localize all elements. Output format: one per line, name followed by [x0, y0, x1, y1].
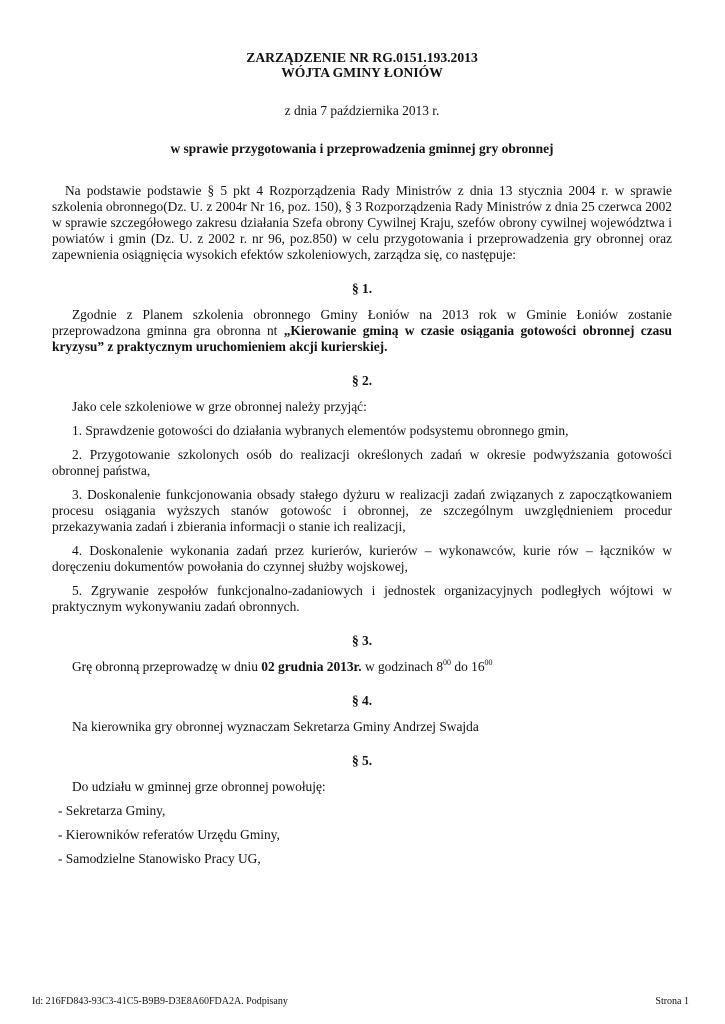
- document-page: [52, 50, 672, 867]
- title-line-2: WÓJTA GMINY ŁONIÓW: [281, 65, 443, 80]
- section-3-text-mid: w godzinach 8: [361, 659, 444, 674]
- section-4-heading: § 4.: [351, 693, 373, 708]
- section-4-text: Na kierownika gry obronnej wyznaczam Sekretarza Gminy Andrzej Swajda: [72, 719, 479, 734]
- section-3-text-start: Grę obronną przeprowadzę w dniu: [72, 659, 262, 674]
- section-5-item-1: - Sekretarza Gminy,: [58, 803, 166, 818]
- preamble: Na podstawie podstawie § 5 pkt 4 Rozporządzenia Rady Ministrów z dnia 13 stycznia 2004 r. w sprawie szkolenia obronnego(Dz. U. z 2004r Nr 16, poz. 150), § 3 Rozporządzenia Rady Ministrów z dnia 25 czerwca 2002 w sprawie szczegółowego zakresu działania Szefa obrony Cywilnej Kraju, szefów obrony cywilnej województwa i powiatów i gmin (Dz. U. z 2002 r. nr 96, poz.850) w celu przygotowania i przeprowadzenia gry obronnej oraz zapewnienia osiągnięcia wysokich efektów szkoleniowych, zarządza się, co następuje:: [52, 183, 672, 262]
- section-3-text-to: do 16: [451, 659, 485, 674]
- section-2-item-1: 1. Sprawdzenie gotowości do działania wybranych elementów podsystemu obronnego gmin,: [72, 423, 569, 438]
- section-3-start-minutes: 00: [443, 658, 452, 667]
- section-3-date: 02 grudnia 2013r.: [261, 659, 362, 674]
- document-date: z dnia 7 października 2013 r.: [284, 103, 440, 118]
- section-2-heading: § 2.: [351, 373, 373, 388]
- section-5-heading: § 5.: [351, 753, 373, 768]
- section-5-intro: Do udziału w gminnej grze obronnej powołuję:: [72, 779, 326, 794]
- section-2-item-4: 4. Doskonalenie wykonania zadań przez kurierów, kurierów – wykonawców, kurie rów – łączników w doręczeniu dokumentów powołania do czynnej służby wojskowej,: [52, 543, 672, 574]
- section-3-text: [52, 659, 672, 675]
- section-3-end-minutes: 00: [484, 658, 493, 667]
- section-2-item-2: 2. Przygotowanie szkolonych osób do realizacji określonych zadań w okresie podwyższania gotowości obronnej państwa,: [52, 447, 672, 478]
- section-1-heading: § 1.: [351, 281, 373, 296]
- document-title: [52, 50, 672, 80]
- document-subject: w sprawie przygotowania i przeprowadzenia gminnej gry obronnej: [170, 141, 554, 156]
- title-line-1: ZARZĄDZENIE NR RG.0151.193.2013: [246, 50, 478, 65]
- footer-page-number: Strona 1: [655, 996, 689, 1007]
- section-5-item-3: - Samodzielne Stanowisko Pracy UG,: [58, 851, 261, 866]
- section-5-item-2: - Kierowników referatów Urzędu Gminy,: [58, 827, 280, 842]
- section-2-item-5: 5. Zgrywanie zespołów funkcjonalno-zadaniowych i jednostek organizacyjnych podległych wójtowi w praktycznym wykonywaniu zadań obronnych.: [52, 583, 672, 614]
- section-1-text-bold: „Kierowanie gminą w czasie osiągania gotowości obronnej czasu kryzysu” z praktycznym uruchomieniem akcji kurierskiej.: [52, 323, 672, 354]
- section-1-text: [52, 307, 672, 355]
- section-3-heading: § 3.: [351, 633, 373, 648]
- section-2-item-3: 3. Doskonalenie funkcjonowania obsady stałego dyżuru w realizacji zadań związanych z zapoczątkowaniem procesu osiągania wyższych stanów gotowośc i obronnej, ze szczególnym uwzględnieniem procedur przekazywania zadań i zbierania informacji o stanie ich realizacji,: [52, 487, 672, 534]
- page-footer: [32, 996, 689, 1007]
- footer-document-id: Id: 216FD843-93C3-41C5-B9B9-D3E8A60FDA2A. Podpisany: [32, 996, 288, 1007]
- section-1-text-start: Zgodnie z Planem szkolenia obronnego Gminy Łoniów na 2013 rok w Gminie Łoniów zostanie przeprowadzona gminna gra obronna nt: [52, 307, 672, 338]
- section-2-intro: Jako cele szkoleniowe w grze obronnej należy przyjąć:: [72, 399, 367, 414]
